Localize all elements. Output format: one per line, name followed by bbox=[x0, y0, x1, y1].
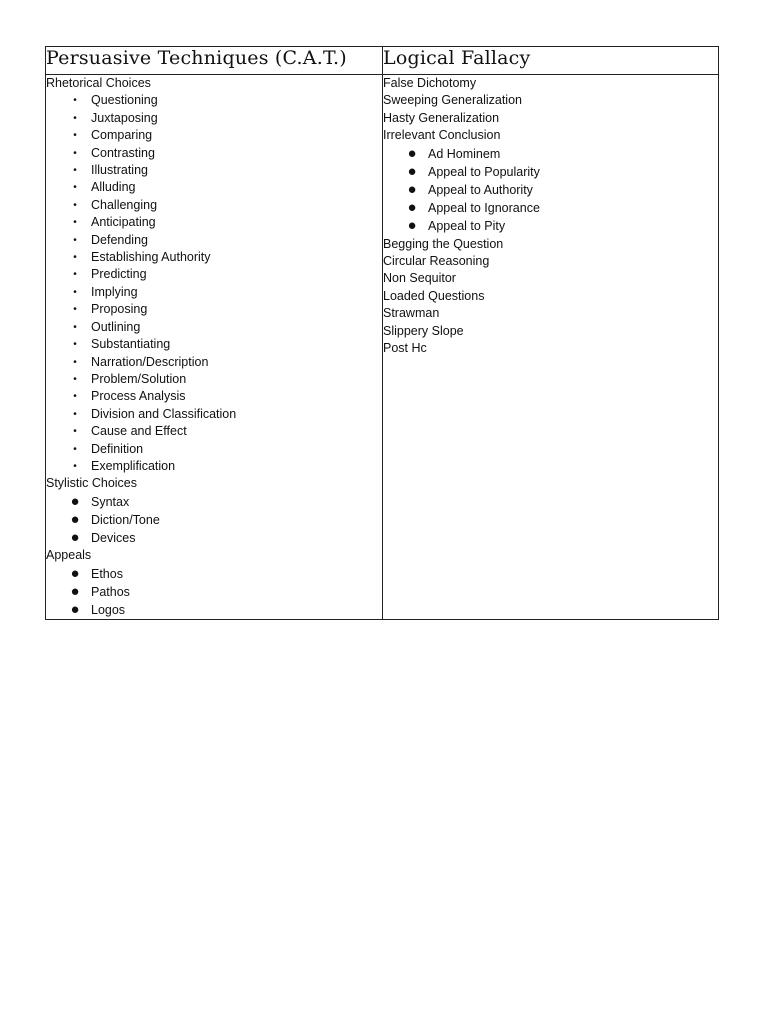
appeals-label: Appeals bbox=[46, 548, 92, 563]
list-item bbox=[46, 179, 382, 196]
list-item-label: Outlining bbox=[91, 319, 141, 334]
list-item bbox=[46, 232, 382, 249]
list-item-label: Appeal to Ignorance bbox=[428, 201, 540, 216]
fallacy-item: Sweeping Generalization bbox=[383, 93, 522, 108]
fallacy-item: False Dichotomy bbox=[383, 76, 477, 90]
list-item bbox=[46, 493, 382, 511]
list-item-label: Narration/Description bbox=[91, 354, 209, 369]
list-item-label: Appeal to Authority bbox=[428, 183, 533, 198]
list-item bbox=[46, 319, 382, 336]
list-item bbox=[46, 388, 382, 405]
bullet-icon: • bbox=[73, 217, 77, 229]
list-item-label: Establishing Authority bbox=[91, 250, 211, 265]
list-item bbox=[46, 354, 382, 371]
fallacy-item: Non Sequitor bbox=[383, 271, 456, 286]
list-item bbox=[46, 127, 382, 144]
list-item bbox=[46, 284, 382, 301]
rhetorical-choices-label: Rhetorical Choices bbox=[46, 76, 151, 90]
list-item bbox=[46, 110, 382, 127]
bullet-icon: ● bbox=[70, 510, 80, 528]
list-item bbox=[46, 336, 382, 353]
bullet-icon: • bbox=[73, 252, 77, 264]
list-item bbox=[46, 249, 382, 266]
stylistic-choices-label: Stylistic Choices bbox=[46, 476, 137, 491]
list-item-label: Definition bbox=[91, 441, 144, 456]
list-item bbox=[46, 511, 382, 529]
bullet-icon: ● bbox=[407, 181, 417, 199]
list-item bbox=[46, 301, 382, 318]
techniques-table bbox=[45, 46, 719, 620]
bullet-icon: ● bbox=[70, 601, 80, 619]
bullet-icon: ● bbox=[407, 144, 417, 162]
bullet-icon: ● bbox=[70, 582, 80, 600]
bullet-icon: ● bbox=[407, 199, 417, 217]
fallacy-item: Circular Reasoning bbox=[383, 254, 490, 269]
list-item bbox=[46, 406, 382, 423]
list-item-label: Cause and Effect bbox=[91, 424, 187, 439]
list-item-label: Defending bbox=[91, 232, 148, 247]
bullet-icon: • bbox=[73, 321, 77, 333]
bullet-icon: • bbox=[73, 147, 77, 159]
list-item bbox=[46, 565, 382, 583]
list-item-label: Comparing bbox=[91, 128, 153, 143]
list-item-label: Syntax bbox=[91, 494, 130, 509]
list-item bbox=[46, 162, 382, 179]
bullet-icon: • bbox=[73, 339, 77, 351]
bullet-icon: • bbox=[73, 165, 77, 177]
stylistic-choices-list bbox=[46, 493, 382, 548]
list-item-label: Illustrating bbox=[91, 163, 148, 178]
fallacy-item: Strawman bbox=[383, 306, 440, 321]
appeals-list bbox=[46, 565, 382, 620]
list-item bbox=[46, 583, 382, 601]
bullet-icon: • bbox=[73, 182, 77, 194]
bullet-icon: • bbox=[73, 460, 77, 472]
list-item bbox=[46, 214, 382, 231]
bullet-icon: • bbox=[73, 95, 77, 107]
list-item bbox=[383, 163, 718, 181]
list-item bbox=[46, 423, 382, 440]
list-item-label: Logos bbox=[91, 603, 126, 618]
bullet-icon: • bbox=[73, 391, 77, 403]
list-item-label: Exemplification bbox=[91, 458, 176, 473]
bullet-icon: • bbox=[73, 408, 77, 420]
list-item-label: Questioning bbox=[91, 93, 158, 108]
fallacy-item: Post Hc bbox=[383, 341, 427, 356]
bullet-icon: ● bbox=[407, 162, 417, 180]
list-item-label: Ad Hominem bbox=[428, 146, 501, 161]
list-item-label: Substantiating bbox=[91, 337, 171, 352]
content-row bbox=[46, 75, 719, 620]
bullet-icon: • bbox=[73, 112, 77, 124]
list-item bbox=[46, 441, 382, 458]
list-item-label: Process Analysis bbox=[91, 389, 186, 404]
bullet-icon: • bbox=[73, 373, 77, 385]
bullet-icon: • bbox=[73, 199, 77, 211]
bullet-icon: ● bbox=[70, 564, 80, 582]
irrelevant-conclusion-sublist bbox=[383, 145, 718, 236]
bullet-icon: • bbox=[73, 443, 77, 455]
list-item-label: Proposing bbox=[91, 302, 148, 317]
list-item-label: Anticipating bbox=[91, 215, 156, 230]
fallacy-item: Slippery Slope bbox=[383, 323, 464, 338]
bullet-icon: • bbox=[73, 426, 77, 438]
list-item bbox=[46, 371, 382, 388]
list-item-label: Challenging bbox=[91, 197, 158, 212]
list-item bbox=[46, 458, 382, 475]
fallacy-item: Irrelevant Conclusion bbox=[383, 128, 501, 143]
bullet-icon: • bbox=[73, 234, 77, 246]
list-item bbox=[46, 266, 382, 283]
logical-fallacy-cell bbox=[383, 75, 719, 620]
list-item bbox=[46, 145, 382, 162]
bullet-icon: ● bbox=[407, 217, 417, 235]
list-item bbox=[46, 197, 382, 214]
list-item-label: Juxtaposing bbox=[91, 110, 158, 125]
list-item-label: Division and Classification bbox=[91, 406, 237, 421]
list-item-label: Predicting bbox=[91, 267, 147, 282]
list-item bbox=[46, 601, 382, 619]
bullet-icon: • bbox=[73, 286, 77, 298]
list-item-label: Pathos bbox=[91, 584, 130, 599]
list-item-label: Diction/Tone bbox=[91, 512, 160, 527]
fallacy-top-list bbox=[383, 75, 718, 145]
list-item-label: Devices bbox=[91, 531, 136, 546]
fallacy-item: Hasty Generalization bbox=[383, 110, 500, 125]
list-item-label: Appeal to Pity bbox=[428, 219, 506, 234]
persuasive-techniques-cell bbox=[46, 75, 383, 620]
list-item bbox=[383, 217, 718, 235]
bullet-icon: ● bbox=[70, 529, 80, 547]
header-persuasive-techniques: Persuasive Techniques (C.A.T.) bbox=[46, 47, 383, 75]
list-item bbox=[383, 181, 718, 199]
fallacy-bottom-list bbox=[383, 236, 718, 358]
list-item-label: Alluding bbox=[91, 180, 136, 195]
list-item-label: Ethos bbox=[91, 566, 123, 581]
fallacy-item: Loaded Questions bbox=[383, 288, 485, 303]
list-item bbox=[383, 145, 718, 163]
header-row bbox=[46, 47, 719, 75]
bullet-icon: • bbox=[73, 269, 77, 281]
bullet-icon: • bbox=[73, 356, 77, 368]
bullet-icon: • bbox=[73, 130, 77, 142]
rhetorical-choices-list bbox=[46, 92, 382, 475]
list-item-label: Contrasting bbox=[91, 145, 155, 160]
header-logical-fallacy: Logical Fallacy bbox=[383, 47, 719, 75]
list-item bbox=[46, 92, 382, 109]
list-item bbox=[383, 199, 718, 217]
list-item-label: Implying bbox=[91, 284, 138, 299]
list-item-label: Appeal to Popularity bbox=[428, 164, 540, 179]
list-item bbox=[46, 529, 382, 547]
bullet-icon: ● bbox=[70, 492, 80, 510]
bullet-icon: • bbox=[73, 304, 77, 316]
list-item-label: Problem/Solution bbox=[91, 371, 187, 386]
fallacy-item: Begging the Question bbox=[383, 236, 504, 251]
